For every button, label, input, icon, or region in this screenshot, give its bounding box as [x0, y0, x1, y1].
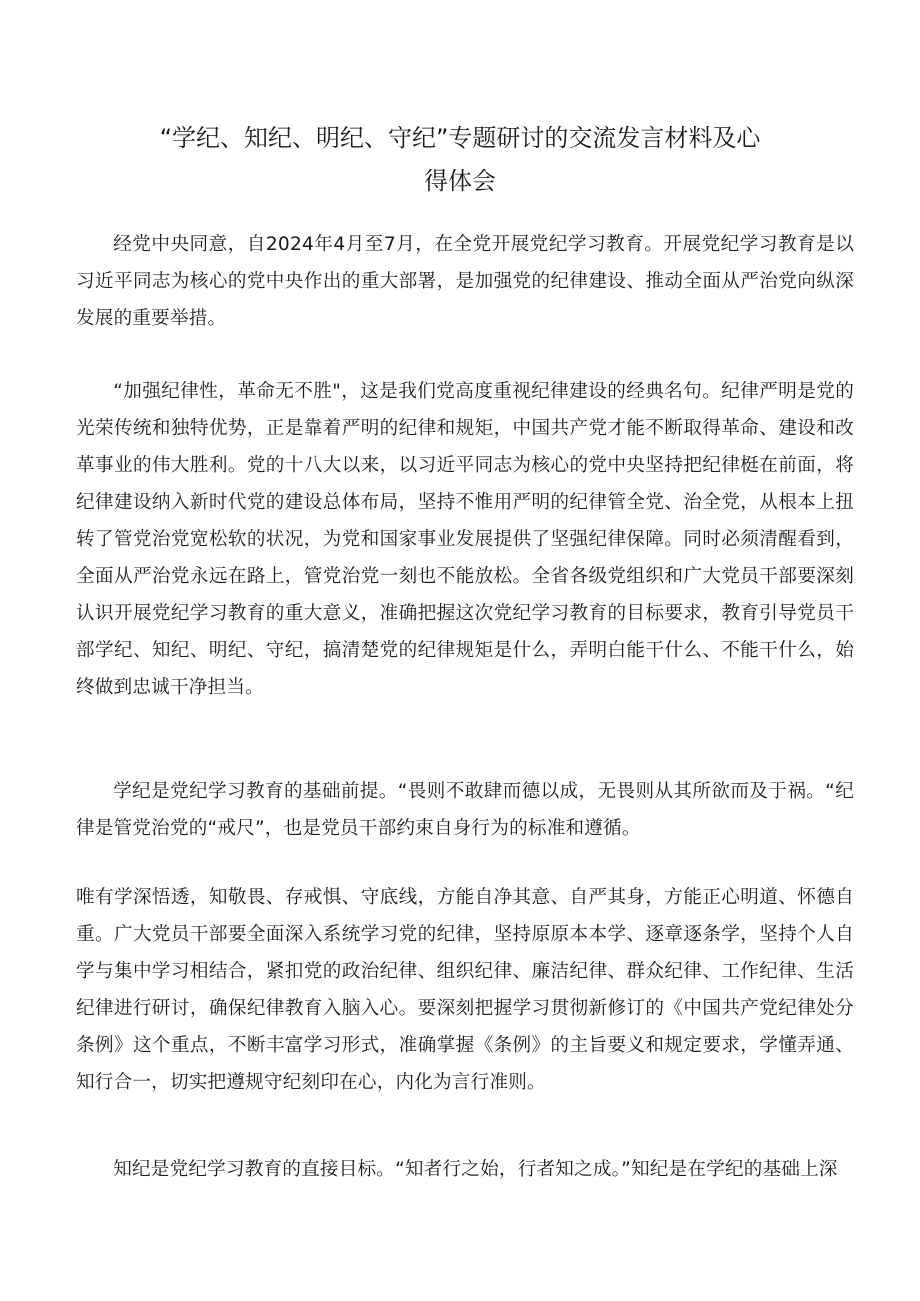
- document-title-line-2: 得体会: [424, 167, 496, 195]
- paragraph-discipline-tradition: “加强纪律性，革命无不胜"，这是我们党高度重视纪律建设的经典名句。纪律严明是党的光荣传统和独特优势，正是靠着严明的纪律和规矩，中国共产党才能不断取得革命、建设和改革事业的伟大胜利。党的十八大以来，以习近平同志为核心的党中央坚持把纪律梃在前面，将纪律建设纳入新时代党的建设总体布局，坚持不惟用严明的纪律管全党、治全党，从根本上扭转了管党治党宽松软的状况，为党和国家事业发展提供了坚强纪律保障。同时必须清醒看到，全面从严治党永远在路上，管党治党一刻也不能放松。全省各级党组织和广大党员干部要深刻认识开展党纪学习教育的重大意义，准确把握这次党纪学习教育的目标要求，教育引导党员干部学纪、知纪、明纪、守纪，搞清楚党的纪律规矩是什么，弄明白能干什么、不能干什么，始终做到忠诚干净担当。: [76, 381, 854, 698]
- paragraph-study-deeply: 唯有学深悟透，知敬畏、存戒惧、守底线，方能自净其意、自严其身，方能正心明道、怀德自重。广大党员干部要全面深入系统学习党的纪律，坚持原原本本学、逐章逐条学，坚持个人自学与集中学习相结合，紧扣党的政治纪律、组织纪律、廉洁纪律、群众纪律、工作纪律、生活纪律进行研讨，确保纪律教育入脑入心。要深刻把握学习贯彻新修订的《中国共产党纪律处分条例》这个重点，不断丰富学习形式，准确掌握《条例》的主旨要义和规定要求，学懂弄通、知行合一，切实把遵规守纪刻印在心，内化为言行准则。: [76, 887, 854, 1093]
- document-title-line-1: “学纪、知纪、明纪、守纪”专题研讨的交流发言材料及心: [159, 124, 761, 152]
- paragraph-learn-discipline: 学纪是党纪学习教育的基础前提。“畏则不敢肆而德以成，无畏则从其所欲而及于祸。“纪律是管党治党的“戒尺”，也是党员干部约束自身行为的标准和遵循。: [76, 781, 854, 839]
- paragraph-intro: 经党中央同意，自2024年4月至7月，在全党开展党纪学习教育。开展党纪学习教育是以习近平同志为核心的党中央作出的重大部署，是加强党的纪律建设、推动全面从严治党向纵深发展的重要举措。: [76, 234, 854, 329]
- paragraph-know-discipline: 知纪是党纪学习教育的直接目标。“知者行之始，行者知之成。”知纪是在学纪的基础上深: [113, 1159, 838, 1180]
